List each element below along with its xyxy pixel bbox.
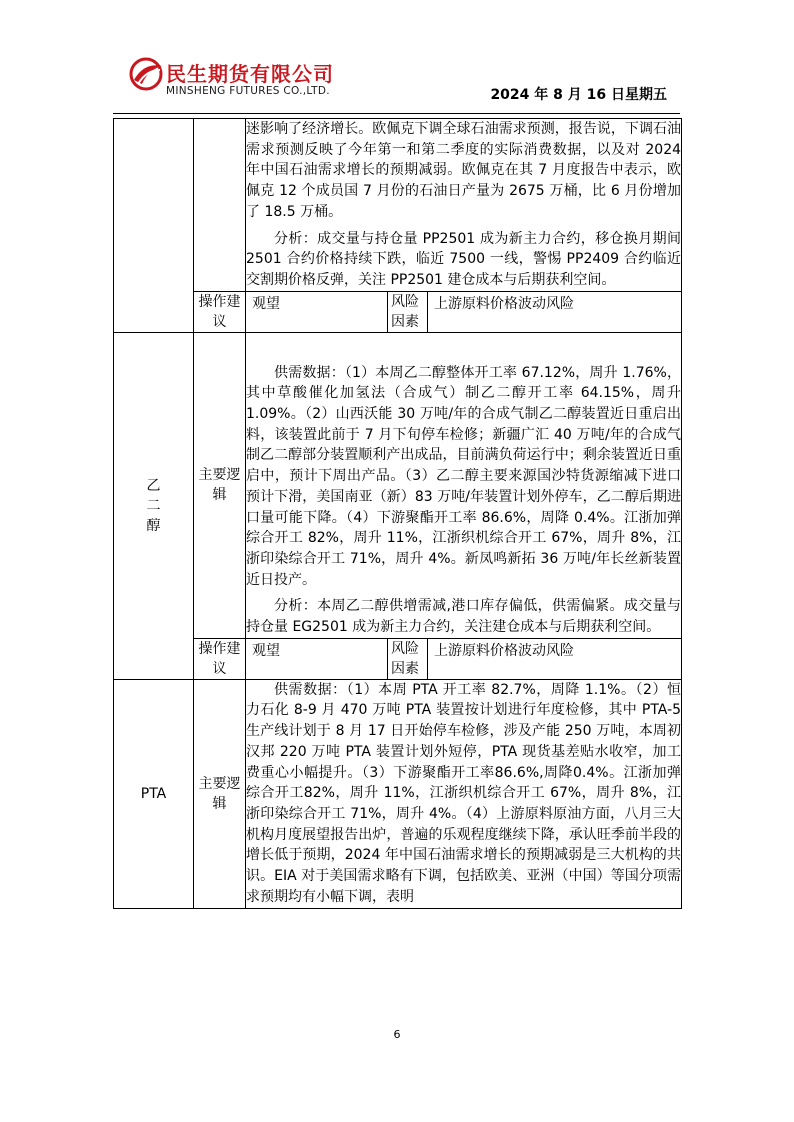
section1-op-row xyxy=(114,291,682,332)
section3-logic-label: 主要逻辑 xyxy=(194,679,246,908)
section2-risk-label: 风险因素 xyxy=(388,638,428,679)
section1-op-value: 观望 xyxy=(246,291,388,332)
section2-op-row xyxy=(114,638,682,679)
section1-paragraph-1: 迷影响了经济增长。欧佩克下调全球石油需求预测，报告说，下调石油需求预测反映了今年第一和第二季度的实际消费数据，以及对 2024 年中国石油需求增长的预期减弱。欧佩克在其 7 月度报告中表示，欧佩克 12 个成员国 7 月份的石油日产量为 2675 万桶，比 6 月份增加了 18.5 万桶。 xyxy=(246,121,682,220)
section1-paragraph-2: 分析：成交量与持仓量 PP2501 成为新主力合约，移仓换月期间 2501 合约价格持续下跌，临近 7500 一线，警惕 PP2409 合约临近交割期价格反弹，关注 PP2501 建仓成本与后期获利空间。 xyxy=(246,230,682,288)
section1-op-label: 操作建议 xyxy=(194,291,246,332)
company-name-cn: 民生期货有限公司 xyxy=(166,62,334,86)
section3-logic-row xyxy=(114,679,682,908)
section1-risk-label: 风险因素 xyxy=(388,291,428,332)
section2-category-label: 乙二醇 xyxy=(146,477,161,534)
section2-paragraph-2: 分析：本周乙二醇供增需减,港口库存偏低，供需偏紧。成交量与持仓量 EG2501 成为新主力合约，关注建仓成本与后期获利空间。 xyxy=(246,598,682,636)
report-date: 2024 年 8 月 16 日星期五 xyxy=(490,87,667,103)
analysis-table xyxy=(113,118,682,909)
section1-content xyxy=(246,119,682,292)
section1-risk-value: 上游原料价格波动风险 xyxy=(428,291,682,332)
section3-paragraph-1: 供需数据：（1）本周 PTA 开工率 82.7%，周降 1.1%。（2）恒力石化 8-9 月 470 万吨 PTA 装置按计划进行年度检修，其中 PTA-5 生产线计划于 8 月 17 日开始停车检修，涉及产能 250 万吨，本周初汉邦 220 万吨 PTA 装置计划外短停，PTA 现货基差贴水收窄，加工费重心小幅提升。（3）下游聚酯开工率86.6%,周降0.4%。江浙加弹综合开工82%，周升 11%，江浙织机综合开工 67%，周升 8%，江浙印染综合开工 71%，周升 4%。（4）上游原料原油方面，八月三大机构月度展望报告出炉，普遍的乐观程度继续下降，承认旺季前半段的增长低于预期，2024 年中国石油需求增长的预期减弱是三大机构的共识。EIA 对于美国需求略有下调，包括欧美、亚洲（中国）等国分项需求预期均有小幅下调，表明 xyxy=(246,681,682,905)
section2-risk-value: 上游原料价格波动风险 xyxy=(428,638,682,679)
section1-logic-row xyxy=(114,119,682,292)
section2-op-label: 操作建议 xyxy=(194,638,246,679)
section2-logic-row xyxy=(114,332,682,638)
section2-op-value: 观望 xyxy=(246,638,388,679)
company-logo xyxy=(128,56,368,102)
header-rule xyxy=(113,113,680,114)
page-number: 6 xyxy=(393,1028,401,1041)
section1-logic-label-cell xyxy=(194,119,246,292)
section3-content xyxy=(246,679,682,908)
section2-content xyxy=(246,332,682,638)
company-logo-icon xyxy=(128,56,164,92)
company-name-en: MINSHENG FUTURES CO.,LTD. xyxy=(166,85,330,97)
section2-category xyxy=(114,332,194,679)
section2-logic-label: 主要逻辑 xyxy=(194,332,246,638)
section1-category-cell xyxy=(114,119,194,333)
section2-paragraph-1: 供需数据：（1）本周乙二醇整体开工率 67.12%，周升 1.76%，其中草酸催化加氢法（合成气）制乙二醇开工率 64.15%，周升 1.09%。（2）山西沃能 30 万吨/年的合成气制乙二醇装置近日重启出料，该装置此前于 7 月下旬停车检修；新疆广汇 40 万吨/年的合成气制乙二醇部分装置顺利产出成品，目前满负荷运行中；剩余装置近日重启中，预计下周出产品。（3）乙二醇主要来源国沙特货源缩减下进口预计下滑，美国南亚（新）83 万吨/年装置计划外停车，乙二醇后期进口量可能下降。（4）下游聚酯开工率 86.6%，周降 0.4%。江浙加弹综合开工 82%，周升 11%，江浙织机综合开工 67%，周升 8%，江浙印染综合开工 71%，周升 4%。新凤鸣新拓 36 万吨/年长丝新装置近日投产。 xyxy=(246,364,682,588)
section3-category: PTA xyxy=(114,679,194,908)
